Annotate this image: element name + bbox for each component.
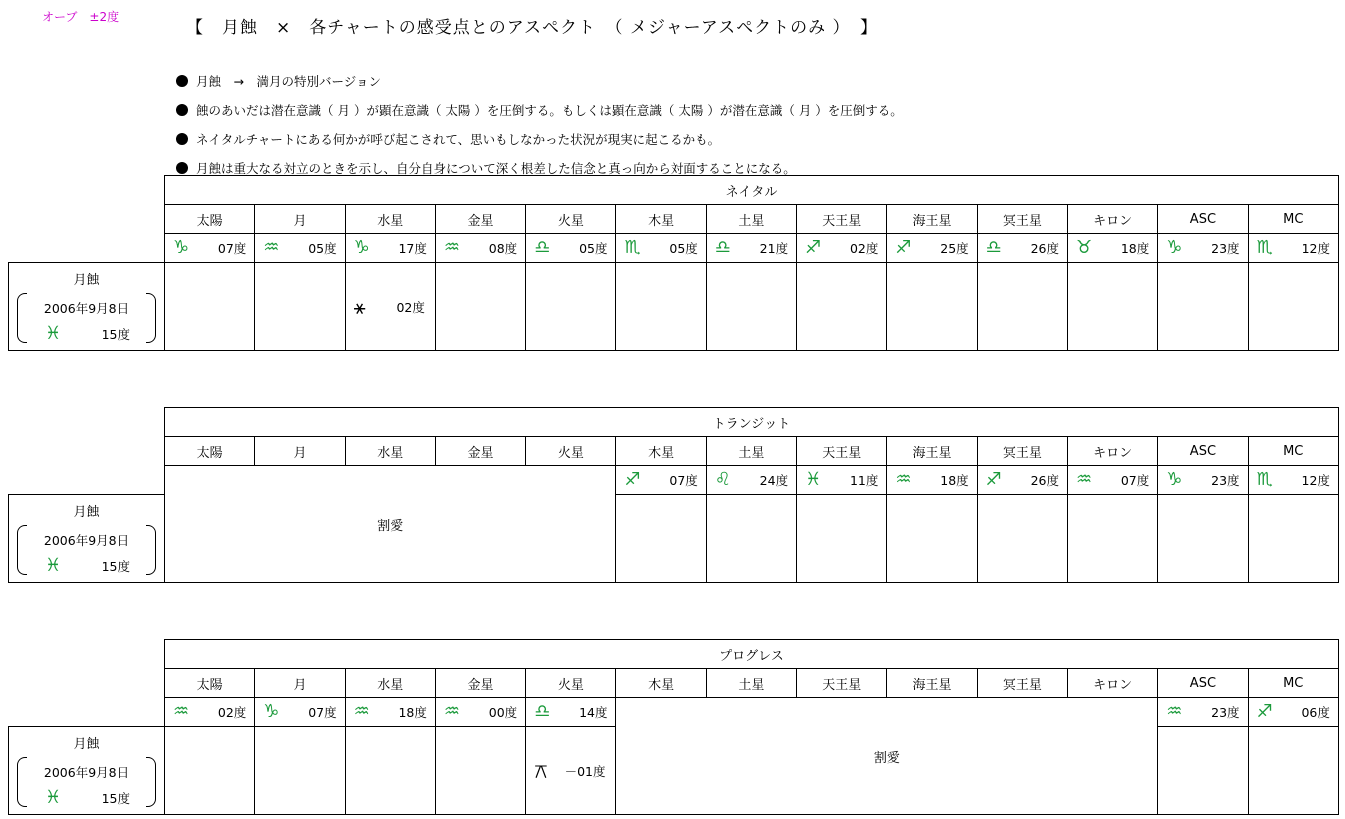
position-degree: 06度	[1301, 705, 1330, 720]
aspect-cell	[706, 263, 796, 351]
planet-header: 冥王星	[977, 669, 1067, 698]
position-cell	[1158, 466, 1248, 495]
planet-header: 土星	[706, 669, 796, 698]
position-cell	[706, 234, 796, 263]
position-degree: 17度	[398, 241, 427, 256]
eclipse-date: 2006年9月8日	[43, 533, 130, 548]
progress-omitted: 割愛	[616, 698, 1158, 815]
position-degree: 18度	[398, 705, 427, 720]
progress-title: プログレス	[165, 640, 1339, 669]
aspect-cell	[616, 263, 706, 351]
eclipse-label: 月蝕	[73, 737, 100, 752]
planet-header: 冥王星	[977, 205, 1067, 234]
bullet-icon	[176, 162, 188, 174]
sagittarius-icon: ♐	[985, 469, 1002, 490]
aspect-cell	[1158, 727, 1248, 815]
planet-header: MC	[1248, 437, 1338, 466]
aquarius-icon: ♒	[263, 237, 280, 258]
planet-header: ASC	[1158, 205, 1248, 234]
position-cell	[797, 234, 887, 263]
aquarius-icon: ♒	[443, 701, 461, 722]
position-degree: 21度	[759, 241, 789, 256]
position-degree: 12度	[1301, 241, 1330, 256]
orb-label: オーブ ±2度	[42, 10, 120, 24]
sextile-icon: ⚹	[353, 294, 366, 319]
position-degree: 05度	[579, 241, 608, 256]
note-item: 月蝕は重大なる対立のときを示し、自分自身について深く根差した信念と真っ向から対面することになる。	[176, 153, 903, 182]
planet-header: 天王星	[797, 205, 887, 234]
planet-header: 太陽	[165, 669, 255, 698]
planet-header: 金星	[435, 205, 525, 234]
planet-header: 木星	[616, 437, 706, 466]
bullet-icon	[176, 104, 188, 116]
aspect-cell	[797, 263, 887, 351]
capricorn-icon: ♑	[173, 237, 190, 258]
pisces-icon: ♓	[45, 323, 62, 344]
taurus-icon: ♉	[1075, 237, 1093, 258]
page-title: 【 月蝕 × 各チャートの感受点とのアスペクト （ メジャーアスペクトのみ ） 】	[186, 18, 878, 38]
pisces-icon: ♓	[45, 787, 62, 808]
aspect-cell	[706, 495, 796, 583]
aspect-cell	[1158, 495, 1248, 583]
aspect-cell	[526, 263, 616, 351]
position-degree: 07度	[669, 473, 698, 488]
eclipse-date: 2006年9月8日	[43, 301, 130, 316]
progress-table	[8, 639, 1339, 815]
aspect-cell	[887, 263, 977, 351]
position-cell	[526, 234, 616, 263]
quincunx-icon: ⚻	[534, 758, 548, 783]
position-degree: 12度	[1301, 473, 1330, 488]
planet-header: 太陽	[165, 437, 255, 466]
note-item: 蝕のあいだは潜在意識（ 月 ）が顕在意識（ 太陽 ）を圧倒する。もしくは顕在意識（ 太陽 ）が潜在意識（ 月 ）を圧倒する。	[176, 95, 903, 124]
position-degree: 02度	[217, 705, 247, 720]
aquarius-icon: ♒	[1166, 701, 1183, 722]
planet-header: 土星	[706, 205, 796, 234]
eclipse-degree: 15度	[101, 327, 130, 342]
planet-header: 太陽	[165, 205, 255, 234]
planet-header: 海王星	[887, 669, 977, 698]
sagittarius-icon: ♐	[805, 237, 822, 258]
position-degree: 18度	[940, 473, 969, 488]
aspect-cell	[1248, 495, 1338, 583]
eclipse-date: 2006年9月8日	[43, 765, 130, 780]
libra-icon: ♎	[534, 237, 551, 258]
planet-header: キロン	[1067, 669, 1157, 698]
aquarius-icon: ♒	[353, 701, 370, 722]
note-item: 月蝕 → 満月の特別バージョン	[176, 66, 903, 95]
position-cell	[1067, 466, 1157, 495]
aspect-cell	[1248, 263, 1338, 351]
note-item: ネイタルチャートにある何かが呼び起こされて、思いもしなかった状況が現実に起こるかも。	[176, 124, 903, 153]
aspect-cell	[1067, 495, 1157, 583]
position-degree: 08度	[488, 241, 518, 256]
position-cell	[1248, 234, 1338, 263]
position-cell	[345, 698, 435, 727]
aspect-cell	[165, 263, 255, 351]
eclipse-label: 月蝕	[73, 273, 100, 288]
planet-header: 水星	[345, 669, 435, 698]
sagittarius-icon: ♐	[624, 469, 641, 490]
planet-header: 海王星	[887, 205, 977, 234]
aspect-cell	[977, 495, 1067, 583]
capricorn-icon: ♑	[1166, 469, 1183, 490]
planet-header: 月	[255, 437, 345, 466]
position-degree: 11度	[849, 473, 879, 488]
planet-header: 土星	[706, 437, 796, 466]
aspect-cell	[616, 495, 706, 583]
position-cell	[1248, 466, 1338, 495]
aspect-cell	[435, 727, 525, 815]
capricorn-icon: ♑	[1166, 237, 1183, 258]
aspect-cell	[345, 727, 435, 815]
position-degree: 18度	[1120, 241, 1150, 256]
planet-header: 月	[255, 669, 345, 698]
position-cell	[255, 698, 345, 727]
aspect-cell	[1067, 263, 1157, 351]
natal-table	[8, 175, 1339, 351]
eclipse-degree: 15度	[101, 559, 130, 574]
aspect-cell	[255, 263, 345, 351]
position-cell	[165, 234, 255, 263]
position-degree: 23度	[1211, 241, 1240, 256]
planet-header: 天王星	[797, 669, 887, 698]
planet-header: ASC	[1158, 669, 1248, 698]
position-cell	[1158, 234, 1248, 263]
aspect-cell	[345, 263, 435, 351]
planet-header: 水星	[345, 205, 435, 234]
position-degree: 07度	[217, 241, 247, 256]
aspect-degree: －01度	[564, 763, 606, 779]
position-cell	[1248, 698, 1338, 727]
capricorn-icon: ♑	[263, 701, 280, 722]
position-cell	[255, 234, 345, 263]
planet-header: 天王星	[797, 437, 887, 466]
position-degree: 25度	[940, 241, 969, 256]
planet-header: 火星	[526, 669, 616, 698]
planet-header: 木星	[616, 205, 706, 234]
planet-header: 木星	[616, 669, 706, 698]
position-cell	[616, 466, 706, 495]
aquarius-icon: ♒	[173, 701, 190, 722]
position-degree: 26度	[1030, 473, 1059, 488]
position-cell	[977, 234, 1067, 263]
sagittarius-icon: ♐	[1256, 701, 1273, 722]
notes-list	[176, 66, 903, 182]
planet-header: 月	[255, 205, 345, 234]
aquarius-icon: ♒	[895, 469, 912, 490]
aspect-cell	[165, 727, 255, 815]
planet-header: 火星	[526, 437, 616, 466]
eclipse-cell	[9, 727, 165, 815]
transit-title: トランジット	[165, 408, 1339, 437]
position-cell	[887, 234, 977, 263]
planet-header: 水星	[345, 437, 435, 466]
scorpio-icon: ♏	[624, 237, 641, 258]
scorpio-icon: ♏	[1256, 469, 1273, 490]
position-cell	[1158, 698, 1248, 727]
planet-header: MC	[1248, 205, 1338, 234]
transit-omitted: 割愛	[165, 466, 616, 583]
eclipse-degree: 15度	[101, 791, 130, 806]
aspect-cell	[1248, 727, 1338, 815]
position-degree: 14度	[579, 705, 608, 720]
aspect-cell	[1158, 263, 1248, 351]
position-cell	[797, 466, 887, 495]
position-cell	[977, 466, 1067, 495]
planet-header: キロン	[1067, 437, 1157, 466]
aspect-degree: 02度	[396, 299, 425, 315]
position-degree: 00度	[488, 705, 518, 720]
bullet-icon	[176, 75, 188, 87]
aquarius-icon: ♒	[1075, 469, 1093, 490]
pisces-icon: ♓	[45, 555, 62, 576]
planet-header: MC	[1248, 669, 1338, 698]
position-degree: 26度	[1030, 241, 1059, 256]
planet-header: キロン	[1067, 205, 1157, 234]
planet-header: 冥王星	[977, 437, 1067, 466]
aquarius-icon: ♒	[443, 237, 461, 258]
planet-header: ASC	[1158, 437, 1248, 466]
libra-icon: ♎	[534, 701, 551, 722]
libra-icon: ♎	[985, 237, 1002, 258]
planet-header: 火星	[526, 205, 616, 234]
eclipse-cell	[9, 495, 165, 583]
position-cell	[1067, 234, 1157, 263]
sagittarius-icon: ♐	[895, 237, 912, 258]
aspect-cell	[887, 495, 977, 583]
position-degree: 07度	[1120, 473, 1150, 488]
position-cell	[345, 234, 435, 263]
aspect-cell	[977, 263, 1067, 351]
position-degree: 05度	[669, 241, 698, 256]
position-cell	[526, 698, 616, 727]
position-degree: 02度	[849, 241, 879, 256]
eclipse-label: 月蝕	[73, 505, 100, 520]
aspect-cell	[435, 263, 525, 351]
position-cell	[887, 466, 977, 495]
position-cell	[706, 466, 796, 495]
position-degree: 23度	[1211, 705, 1240, 720]
libra-icon: ♎	[714, 237, 731, 258]
aspect-cell	[797, 495, 887, 583]
position-degree: 24度	[759, 473, 789, 488]
scorpio-icon: ♏	[1256, 237, 1273, 258]
planet-header: 金星	[435, 669, 525, 698]
aspect-cell	[526, 727, 616, 815]
position-cell	[165, 698, 255, 727]
planet-header: 金星	[435, 437, 525, 466]
capricorn-icon: ♑	[353, 237, 370, 258]
aspect-cell	[255, 727, 345, 815]
position-degree: 07度	[308, 705, 337, 720]
eclipse-cell	[9, 263, 165, 351]
natal-title: ネイタル	[165, 176, 1339, 205]
position-cell	[435, 698, 525, 727]
position-cell	[435, 234, 525, 263]
leo-icon: ♌	[714, 469, 731, 490]
transit-table	[8, 407, 1339, 583]
pisces-icon: ♓	[805, 469, 822, 490]
position-degree: 23度	[1211, 473, 1240, 488]
planet-header: 海王星	[887, 437, 977, 466]
position-degree: 05度	[308, 241, 337, 256]
bullet-icon	[176, 133, 188, 145]
position-cell	[616, 234, 706, 263]
